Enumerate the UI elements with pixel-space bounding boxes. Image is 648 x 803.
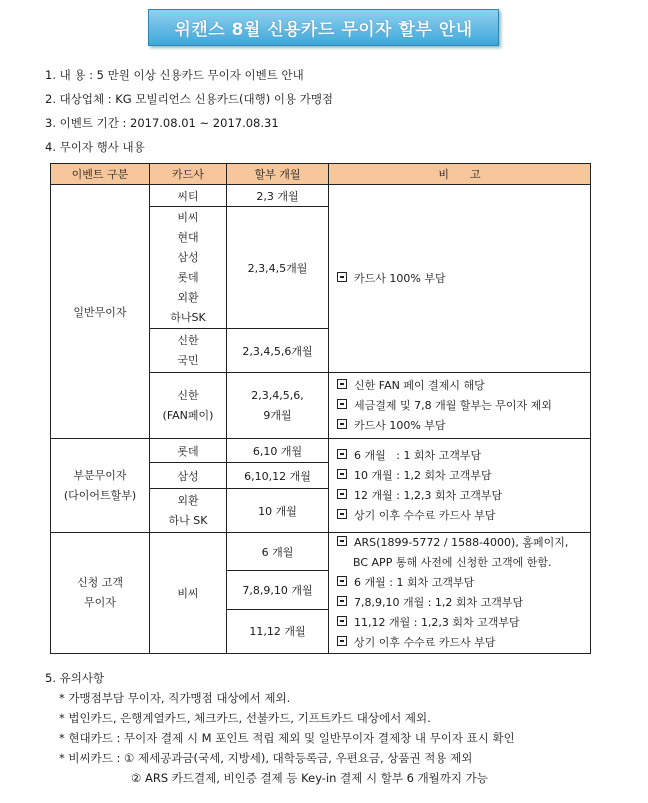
months-cell: 11,12 개월: [227, 609, 329, 653]
remark-cell-partial: [329, 439, 591, 533]
table-row: [51, 533, 591, 571]
card-name: 하나SK: [170, 310, 206, 324]
remark-line: [337, 269, 590, 289]
checkbox-icon: [337, 536, 347, 546]
months-cell: 2,3 개월: [227, 185, 329, 207]
remark-line: [337, 573, 590, 593]
event-type-label: 신청 고객: [76, 576, 123, 589]
card-name: 외환: [177, 290, 199, 304]
remark-text: 6 개월 : 1 회차 고객부담: [354, 576, 475, 589]
remark-text: 상기 이후 수수료 카드사 부담: [354, 636, 496, 649]
note-subitem: ② ARS 카드결제, 비인증 결제 등 Key-in 결제 시 할부 6 개월까지 가능: [131, 771, 488, 785]
card-cell: 삼성: [150, 463, 227, 489]
notes-heading: 5. 유의사항: [45, 671, 105, 685]
remark-text: 신한 FAN 페이 결제시 해당: [354, 378, 485, 392]
interest-free-table: [50, 163, 591, 654]
card-cell: [150, 373, 227, 439]
months-cell: 2,3,4,5,6개월: [227, 329, 329, 373]
card-cell: [150, 489, 227, 533]
note-item: * 가맹점부담 무이자, 직가맹점 대상에서 제외.: [59, 691, 291, 705]
header-card-company: 카드사: [150, 164, 227, 185]
months-cell: 10 개월: [227, 489, 329, 533]
months-cell: 6,10,12 개월: [227, 463, 329, 489]
remark-text: 상기 이후 수수료 카드사 부담: [354, 508, 496, 522]
months-cell: 6 개월: [227, 533, 329, 571]
event-type-general: 일반무이자: [51, 185, 150, 439]
card-name: 외환: [177, 493, 199, 507]
event-type-apply: [51, 533, 150, 654]
months-cell: 7,8,9,10 개월: [227, 571, 329, 609]
checkbox-icon: [337, 509, 347, 519]
page-title: 위캔스 8월 신용카드 무이자 할부 안내: [174, 20, 473, 40]
remark-line: [337, 613, 590, 633]
table-row: [51, 439, 591, 463]
note-item: * 현대카드 : 무이자 결제 시 M 포인트 적립 제외 및 일반무이자 결제창 내 무이자 표시 확인: [59, 731, 515, 745]
card-name: 비씨: [177, 210, 199, 224]
card-name: 삼성: [177, 250, 199, 264]
event-type-label: (다이어트할부): [63, 488, 137, 502]
info-item-target: 2. 대상업체 : KG 모빌리언스 신용카드(대행) 이용 가맹점: [45, 92, 334, 106]
remark-text: 카드사 100% 부담: [354, 271, 446, 285]
remark-text: 12 개월 : 1,2,3 회차 고객부담: [354, 488, 503, 502]
remark-line: [337, 446, 590, 466]
event-type-label: 부분무이자: [73, 468, 127, 482]
header-remarks: 비 고: [329, 164, 591, 185]
remark-line: [337, 376, 590, 396]
remark-text: 세금결제 및 7,8 개월 할부는 무이자 제외: [354, 398, 552, 412]
remark-text: BC APP 통해 사전에 신청한 고객에 한함.: [353, 556, 552, 569]
card-cell: 비씨: [150, 533, 227, 654]
info-item-content: 1. 내 용 : 5 만원 이상 신용카드 무이자 이벤트 안내: [45, 68, 304, 82]
card-name: (FAN페이): [162, 408, 214, 422]
card-name: 롯데: [177, 270, 199, 284]
remark-cell-fan: [329, 373, 591, 439]
remark-text: ARS(1899-5772 / 1588-4000), 홈페이지,: [354, 536, 569, 549]
checkbox-icon: [337, 419, 347, 429]
checkbox-icon: [337, 449, 347, 459]
months-text: 2,3,4,5,6,: [251, 388, 304, 402]
card-name: 씨티: [177, 189, 199, 203]
checkbox-icon: [337, 379, 347, 389]
remark-line: [337, 533, 590, 553]
remark-line: [337, 486, 590, 506]
remark-text: 6 개월 : 1 회차 고객부담: [354, 448, 482, 462]
title-banner: [148, 9, 499, 46]
checkbox-icon: [337, 636, 347, 646]
info-item-period: 3. 이벤트 기간 : 2017.08.01 ~ 2017.08.31: [45, 116, 279, 130]
event-type-partial: [51, 439, 150, 533]
remark-line: [337, 633, 590, 653]
event-type-label: 무이자: [84, 596, 116, 609]
remark-line: [337, 396, 590, 416]
remark-line: [337, 506, 590, 526]
notes-section: [45, 668, 515, 788]
checkbox-icon: [337, 489, 347, 499]
months-text: 9개월: [263, 408, 292, 422]
remark-line: [337, 593, 590, 613]
checkbox-icon: [337, 576, 347, 586]
card-name: 현대: [177, 230, 199, 244]
remark-text: 7,8,9,10 개월 : 1,2 회차 고객부담: [354, 596, 524, 609]
header-installment-months: 할부 개월: [227, 164, 329, 185]
remark-text: 카드사 100% 부담: [354, 418, 446, 432]
checkbox-icon: [337, 596, 347, 606]
checkbox-icon: [337, 469, 347, 479]
card-name: 하나 SK: [168, 513, 208, 527]
months-cell: 2,3,4,5개월: [227, 207, 329, 329]
remark-cell-general: [329, 185, 591, 373]
checkbox-icon: [337, 272, 347, 282]
card-name: 신한: [177, 388, 199, 402]
header-event-type: 이벤트 구분: [51, 164, 150, 185]
card-cell: [150, 207, 227, 329]
months-cell: 6,10 개월: [227, 439, 329, 463]
info-item-event-heading: 4. 무이자 행사 내용: [45, 140, 145, 154]
remark-text: 10 개월 : 1,2 회차 고객부담: [354, 468, 492, 482]
table-row: [51, 185, 591, 207]
checkbox-icon: [337, 616, 347, 626]
months-cell: [227, 373, 329, 439]
card-name: 신한: [177, 333, 199, 347]
note-item: * 비씨카드 : ① 제세공과금(국세, 지방세), 대학등록금, 우편요금, 상품권 적용 제외: [59, 751, 473, 765]
remark-line: [337, 416, 590, 436]
card-name: 국민: [177, 353, 199, 367]
card-cell: 롯데: [150, 439, 227, 463]
remark-text: 11,12 개월 : 1,2,3 회차 고객부담: [354, 616, 520, 629]
card-cell: [150, 329, 227, 373]
table-header-row: [51, 164, 591, 185]
card-cell: [150, 185, 227, 207]
note-item: * 법인카드, 은행계열카드, 체크카드, 선불카드, 기프트카드 대상에서 제외.: [59, 711, 431, 725]
remark-line: [337, 466, 590, 486]
checkbox-icon: [337, 399, 347, 409]
remark-cell-apply: [329, 533, 591, 654]
